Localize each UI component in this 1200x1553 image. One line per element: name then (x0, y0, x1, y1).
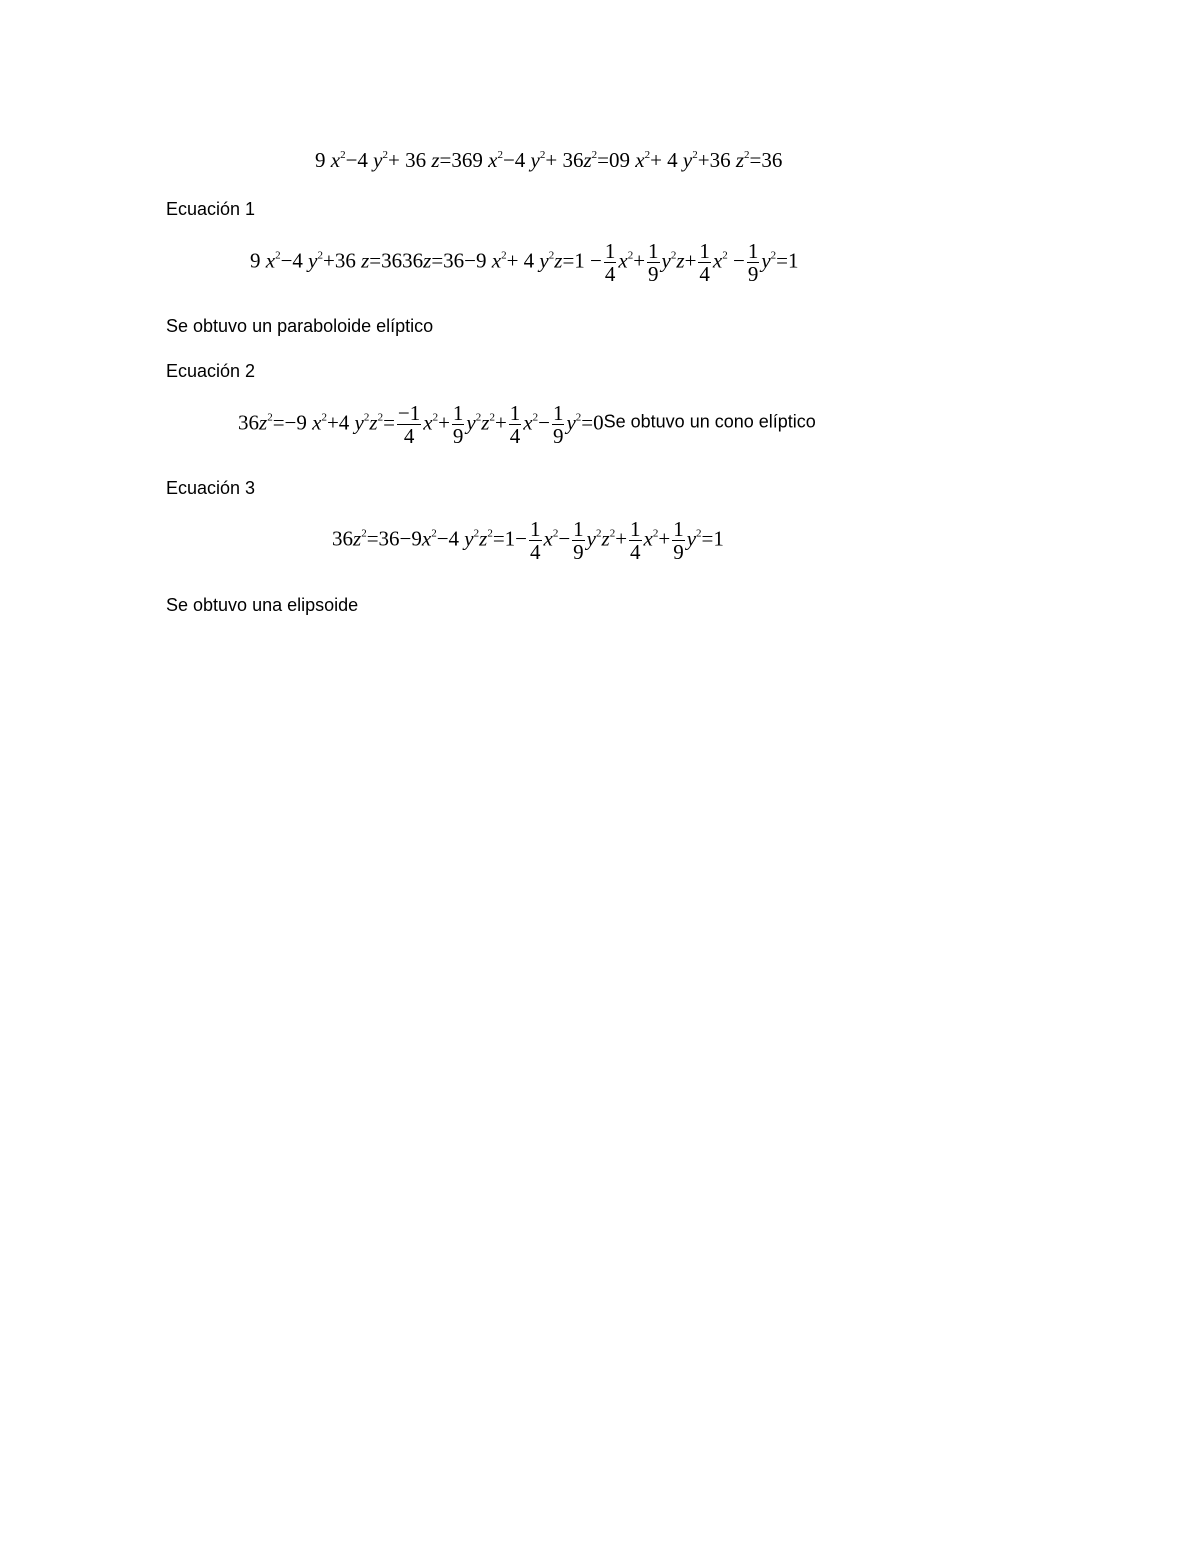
fraction: $\frac{-1}{4}$ (397, 401, 421, 449)
fraction: $\frac{1}{4}$ (630, 517, 641, 565)
equation-1-label: Ecuación 1 (166, 199, 256, 219)
fraction: $\frac{1}{4}$ (604, 239, 616, 287)
fraction: $\frac{1}{4}$ (509, 401, 521, 449)
fraction: $\frac{1}{9}$ (648, 239, 659, 287)
fraction: $\frac{1}{9}$ (673, 517, 684, 565)
result-1: Se obtuvo un paraboloide elíptico (166, 316, 434, 336)
result-3: Se obtuvo una elipsoide (166, 595, 359, 615)
fraction: $\frac{1}{9}$ (573, 517, 584, 565)
fraction: $\frac{1}{4}$ (699, 239, 710, 287)
equation-system: 9 $x^2-4$ $y^2+ 36$ z=369 $x^2-4$ $y^2+ 36z^2=09$ $x^2+ 4$ $y^2+36$ $z^2=36$ (315, 148, 783, 172)
result-2: Se obtuvo un cono elíptico (603, 411, 816, 432)
equation-3: $36z^2=36-9x^2-4$ $y^2z^2=1-$ $\frac{1}{4}$ $x^2-$ $\frac{1}{9}$ $y^2z^2+$ $\frac{1}{4}$ $x^2+$ $\frac{1}{9}$ $y^2=1$ (332, 517, 724, 565)
equation-1: 9 $x^2-4$ $y^2+36$ z=3636z=36−9 $x^2+ 4$ $y^2z=1$ − $\frac{1}{4}$ $x^2+$ $\frac{1}{9}$ $y^2z+$ $\frac{1}{4}$ $x^2$ − $\frac{1}{9}$ $y^2=1$ (250, 239, 799, 287)
fraction: $\frac{1}{9}$ (747, 239, 759, 287)
fraction: $\frac{1}{9}$ (552, 401, 564, 449)
equation-2-label: Ecuación 2 (166, 361, 256, 381)
fraction: $\frac{1}{9}$ (452, 401, 464, 449)
fraction: $\frac{1}{4}$ (530, 517, 541, 565)
equation-2: $36z^2=-9$ $x^2+4$ $y^2z^2=$ $\frac{-1}{4}$ $x^2+$ $\frac{1}{9}$ $y^2z^2+$ $\frac{1}{4}$ $x^2-$ $\frac{1}{9}$ $y^2=0Se$ obtuvo un cono elíptico (238, 401, 816, 449)
equation-3-label: Ecuación 3 (166, 478, 256, 498)
